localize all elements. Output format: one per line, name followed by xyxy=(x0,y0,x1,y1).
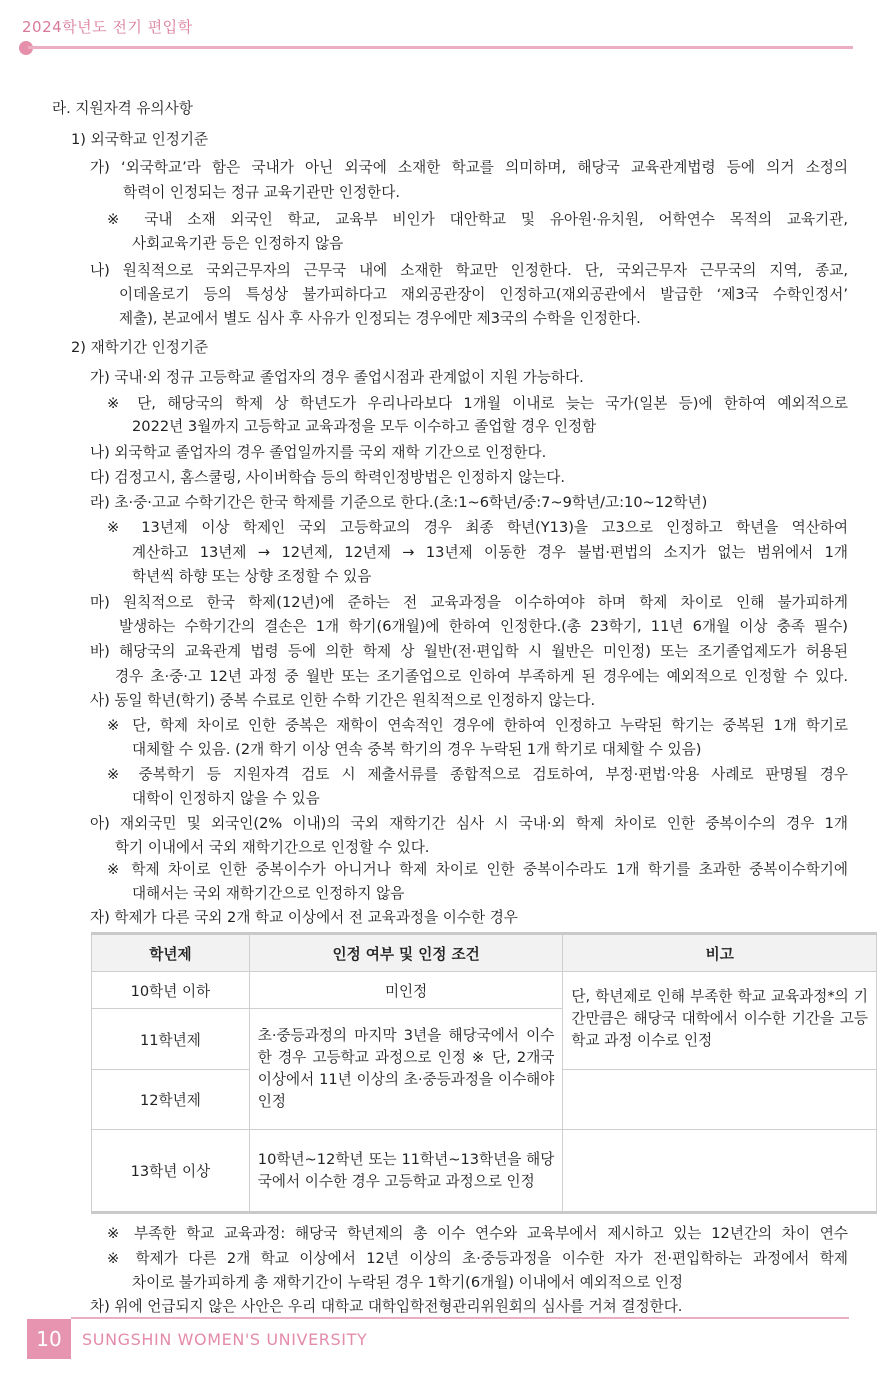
table-cell-remark-empty xyxy=(563,1070,877,1130)
table-header-remark: 비고 xyxy=(563,934,877,972)
item-ma2-line1: 마) 원칙적으로 한국 학제(12년)에 준하는 전 교육과정을 이수하여야 하며 학제 차이로 인해 불가피하게 xyxy=(90,594,848,611)
item-sa2: 사) 동일 학년(학기) 중복 수료로 인한 수학 기간은 원칙적으로 인정하지 않는다. xyxy=(90,692,596,709)
note4-line2: 대체할 수 있음. (2개 학기 이상 연속 중복 학기의 경우 누락된 1개 학기로 대체할 수 있음) xyxy=(132,741,702,758)
note3-line2: 계산하고 13년제 → 12년제, 12년제 → 13년제 이동한 경우 불법·편법의 소지가 없는 범위에서 1개 xyxy=(132,544,848,561)
item-a2-line1: 아) 재외국민 및 외국인(2% 이내)의 국외 재학기간 심사 시 국내·외 학제 차이로 인한 중복이수의 경우 1개 xyxy=(90,815,848,832)
note3-line1: ※ 13년제 이상 학제인 국외 고등학교의 경우 최종 학년(Y13)을 고3으로 인정하고 학년을 역산하여 xyxy=(107,519,848,536)
note6-line2: 대해서는 국외 재학기간으로 인정하지 않음 xyxy=(132,885,405,902)
table-header-condition: 인정 여부 및 인정 조건 xyxy=(249,934,563,972)
page-number: 10 xyxy=(27,1319,71,1359)
note1-line1: ※ 국내 소재 외국인 학교, 교육부 비인가 대안학교 및 유아원·유치원, 어학연수 목적의 교육기관, xyxy=(107,211,848,228)
table-cell-condition: 미인정 xyxy=(249,972,563,1009)
item-na1-line3: 제출), 본교에서 별도 심사 후 사유가 인정되는 경우에만 제3국의 수학을 인정한다. xyxy=(119,310,641,327)
item-ba2-line1: 바) 해당국의 교육관계 법령 등에 의한 학제 상 월반(전·편입학 시 월반은 미인정) 또는 조기졸업제도가 허용된 xyxy=(90,643,848,660)
footer-rule xyxy=(71,1317,849,1319)
item-ga1-line1: 가) ‘외국학교’라 함은 국내가 아닌 외국에 소재한 학교를 의미하며, 해당국 교육관계법령 등에 의거 소정의 xyxy=(90,159,848,176)
header-title: 2024학년도 전기 편입학 xyxy=(22,18,193,36)
item-ba2-line2: 경우 초·중·고 12년 과정 중 월반 또는 조기졸업으로 인하여 부족하게 된 경우에는 예외적으로 인정할 수 있다. xyxy=(115,668,848,685)
item-na1-line1: 나) 원칙적으로 국외근무자의 근무국 내에 소재한 학교만 인정한다. 단, 국외근무자 근무국의 지역, 종교, xyxy=(90,262,848,279)
item-a2-line2: 학기 이내에서 국외 재학기간으로 인정할 수 있다. xyxy=(115,839,430,856)
item-ga2: 가) 국내·외 정규 고등학교 졸업자의 경우 졸업시점과 관계없이 지원 가능하다. xyxy=(90,369,584,386)
item-cha2: 차) 위에 언급되지 않은 사안은 우리 대학교 대학입학전형관리위원회의 심사를 거쳐 결정한다. xyxy=(90,1298,683,1315)
table-cell-grade: 12학년제 xyxy=(92,1070,250,1130)
note3-line3: 학년씩 하향 또는 상향 조정할 수 있음 xyxy=(132,568,372,585)
table-cell-remark-empty xyxy=(563,1130,877,1213)
note5-line1: ※ 중복학기 등 지원자격 검토 시 제출서류를 종합적으로 검토하여, 부정·편법·악용 사례로 판명될 경우 xyxy=(107,766,848,783)
grade-system-table xyxy=(91,932,877,1214)
note1-line2: 사회교육기관 등은 인정하지 않음 xyxy=(132,235,344,252)
note2-line2: 2022년 3월까지 고등학교 교육과정을 모두 이수하고 졸업할 경우 인정함 xyxy=(132,418,597,435)
note6-line1: ※ 학제 차이로 인한 중복이수가 아니거나 학제 차이로 인한 중복이수라도 1개 학기를 초과한 중복이수학기에 xyxy=(107,861,848,878)
note7: ※ 부족한 학교 교육과정: 해당국 학년제의 총 이수 연수와 교육부에서 제시하고 있는 12년간의 차이 연수 xyxy=(107,1225,848,1242)
subsection-foreign-school: 1) 외국학교 인정기준 xyxy=(71,131,209,148)
footer-university: SUNGSHIN WOMEN'S UNIVERSITY xyxy=(82,1330,368,1349)
note4-line1: ※ 단, 학제 차이로 인한 중복은 재학이 연속적인 경우에 한하여 인정하고 누락된 학기는 중복된 1개 학기로 xyxy=(107,717,848,734)
note8-line2: 차이로 불가피하게 총 재학기간이 누락된 경우 1학기(6개월) 이내에서 예외적으로 인정 xyxy=(132,1274,684,1291)
table-header-row xyxy=(92,934,877,972)
header-rule xyxy=(28,46,853,49)
subsection-enrollment-period: 2) 재학기간 인정기준 xyxy=(71,339,209,356)
table-cell-condition: 10학년~12학년 또는 11학년~13학년을 해당국에서 이수한 경우 고등학교 과정으로 인정 xyxy=(249,1130,563,1213)
table-row xyxy=(92,1130,877,1213)
item-da2: 다) 검정고시, 홈스쿨링, 사이버학습 등의 학력인정방법은 인정하지 않는다. xyxy=(90,469,566,486)
table-header-grade: 학년제 xyxy=(92,934,250,972)
section-title: 라. 지원자격 유의사항 xyxy=(52,100,193,117)
note2-line1: ※ 단, 해당국의 학제 상 학년도가 우리나라보다 1개월 이내로 늦는 국가(일본 등)에 한하여 예외적으로 xyxy=(107,395,848,412)
item-na2: 나) 외국학교 졸업자의 경우 졸업일까지를 국외 재학 기간으로 인정한다. xyxy=(90,444,547,461)
table-cell-grade: 10학년 이하 xyxy=(92,972,250,1009)
table-cell-grade: 11학년제 xyxy=(92,1009,250,1070)
table-cell-remark: 단, 학년제로 인해 부족한 학교 교육과정*의 기간만큼은 해당국 대학에서 이수한 기간을 고등학교 과정 이수로 인정 xyxy=(563,972,877,1070)
item-ja2: 자) 학제가 다른 국외 2개 학교 이상에서 전 교육과정을 이수한 경우 xyxy=(90,909,518,926)
table-cell-condition: 초·중등과정의 마지막 3년을 해당국에서 이수한 경우 고등학교 과정으로 인정 ※ 단, 2개국 이상에서 11년 이상의 초·중등과정을 이수해야 인정 xyxy=(249,1009,563,1130)
item-ga1-line2: 학력이 인정되는 정규 교육기관만 인정한다. xyxy=(123,184,400,201)
table-row xyxy=(92,972,877,1009)
note5-line2: 대학이 인정하지 않을 수 있음 xyxy=(132,790,320,807)
item-na1-line2: 이데올로기 등의 특성상 불가피하다고 재외공관장이 인정하고(재외공관에서 발급한 ‘제3국 수학인정서’ xyxy=(119,286,848,303)
table-cell-grade: 13학년 이상 xyxy=(92,1130,250,1213)
note8-line1: ※ 학제가 다른 2개 학교 이상에서 12년 이상의 초·중등과정을 이수한 자가 전·편입학하는 과정에서 학제 xyxy=(107,1250,848,1267)
item-ma2-line2: 발생하는 수학기간의 결손은 1개 학기(6개월)에 한하여 인정한다.(총 23학기, 11년 6개월 이상 충족 필수) xyxy=(119,618,848,635)
item-ra2: 라) 초·중·고교 수학기간은 한국 학제를 기준으로 한다.(초:1~6학년/중:7~9학년/고:10~12학년) xyxy=(90,494,708,511)
